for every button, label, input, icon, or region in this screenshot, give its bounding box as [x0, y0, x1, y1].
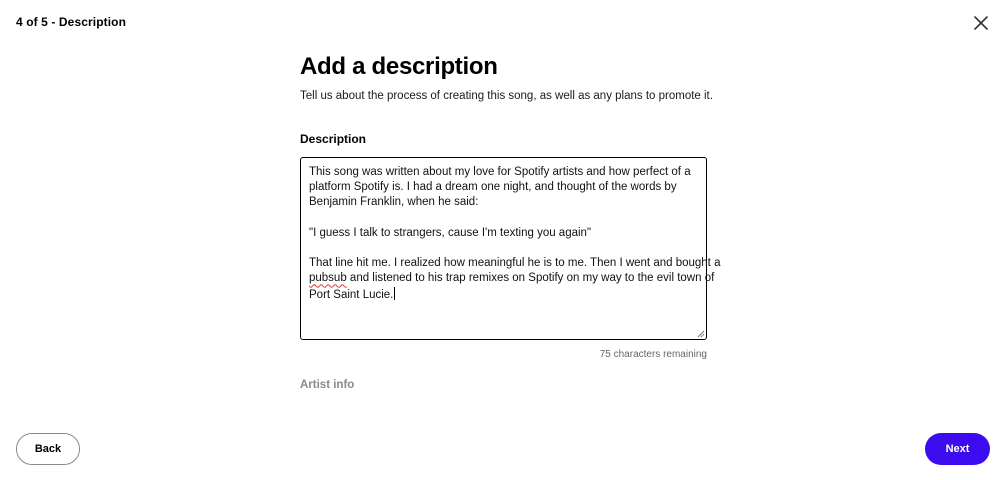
description-line — [309, 287, 698, 302]
description-line: platform Spotify is. I had a dream one night, and thought of the words by — [309, 181, 677, 194]
description-line: That line hit me. I realized how meaningful he is to me. Then I went and bought a — [309, 257, 721, 270]
description-line: Benjamin Franklin, when he said: — [309, 196, 479, 209]
description-line — [309, 271, 715, 286]
description-line: This song was written about my love for Spotify artists and how perfect of a — [309, 166, 691, 178]
next-button[interactable]: Next — [925, 433, 990, 465]
description-line: "I guess I talk to strangers, cause I'm texting you again" — [309, 226, 592, 239]
artist-info-section-label: Artist info — [300, 379, 355, 391]
resize-handle-icon[interactable] — [697, 330, 705, 338]
description-label: Description — [300, 132, 367, 146]
text-caret — [394, 287, 395, 300]
page-subtitle: Tell us about the process of creating this song, as well as any plans to promote it. — [300, 90, 713, 102]
page-title: Add a description — [300, 53, 498, 80]
description-textarea[interactable] — [300, 157, 721, 340]
description-line — [309, 241, 698, 256]
back-button[interactable]: Back — [16, 433, 80, 465]
description-line-text: Port Saint Lucie. — [309, 288, 394, 301]
close-icon — [970, 12, 992, 34]
character-count: 75 characters remaining — [599, 349, 707, 360]
close-button[interactable] — [970, 12, 992, 34]
step-title: 4 of 5 - Description — [16, 15, 127, 29]
description-line — [309, 211, 698, 226]
description-line-text: and listened to his trap remixes on Spotify on my way to the evil town of — [346, 272, 715, 285]
misspelled-word: pubsub — [309, 272, 347, 285]
